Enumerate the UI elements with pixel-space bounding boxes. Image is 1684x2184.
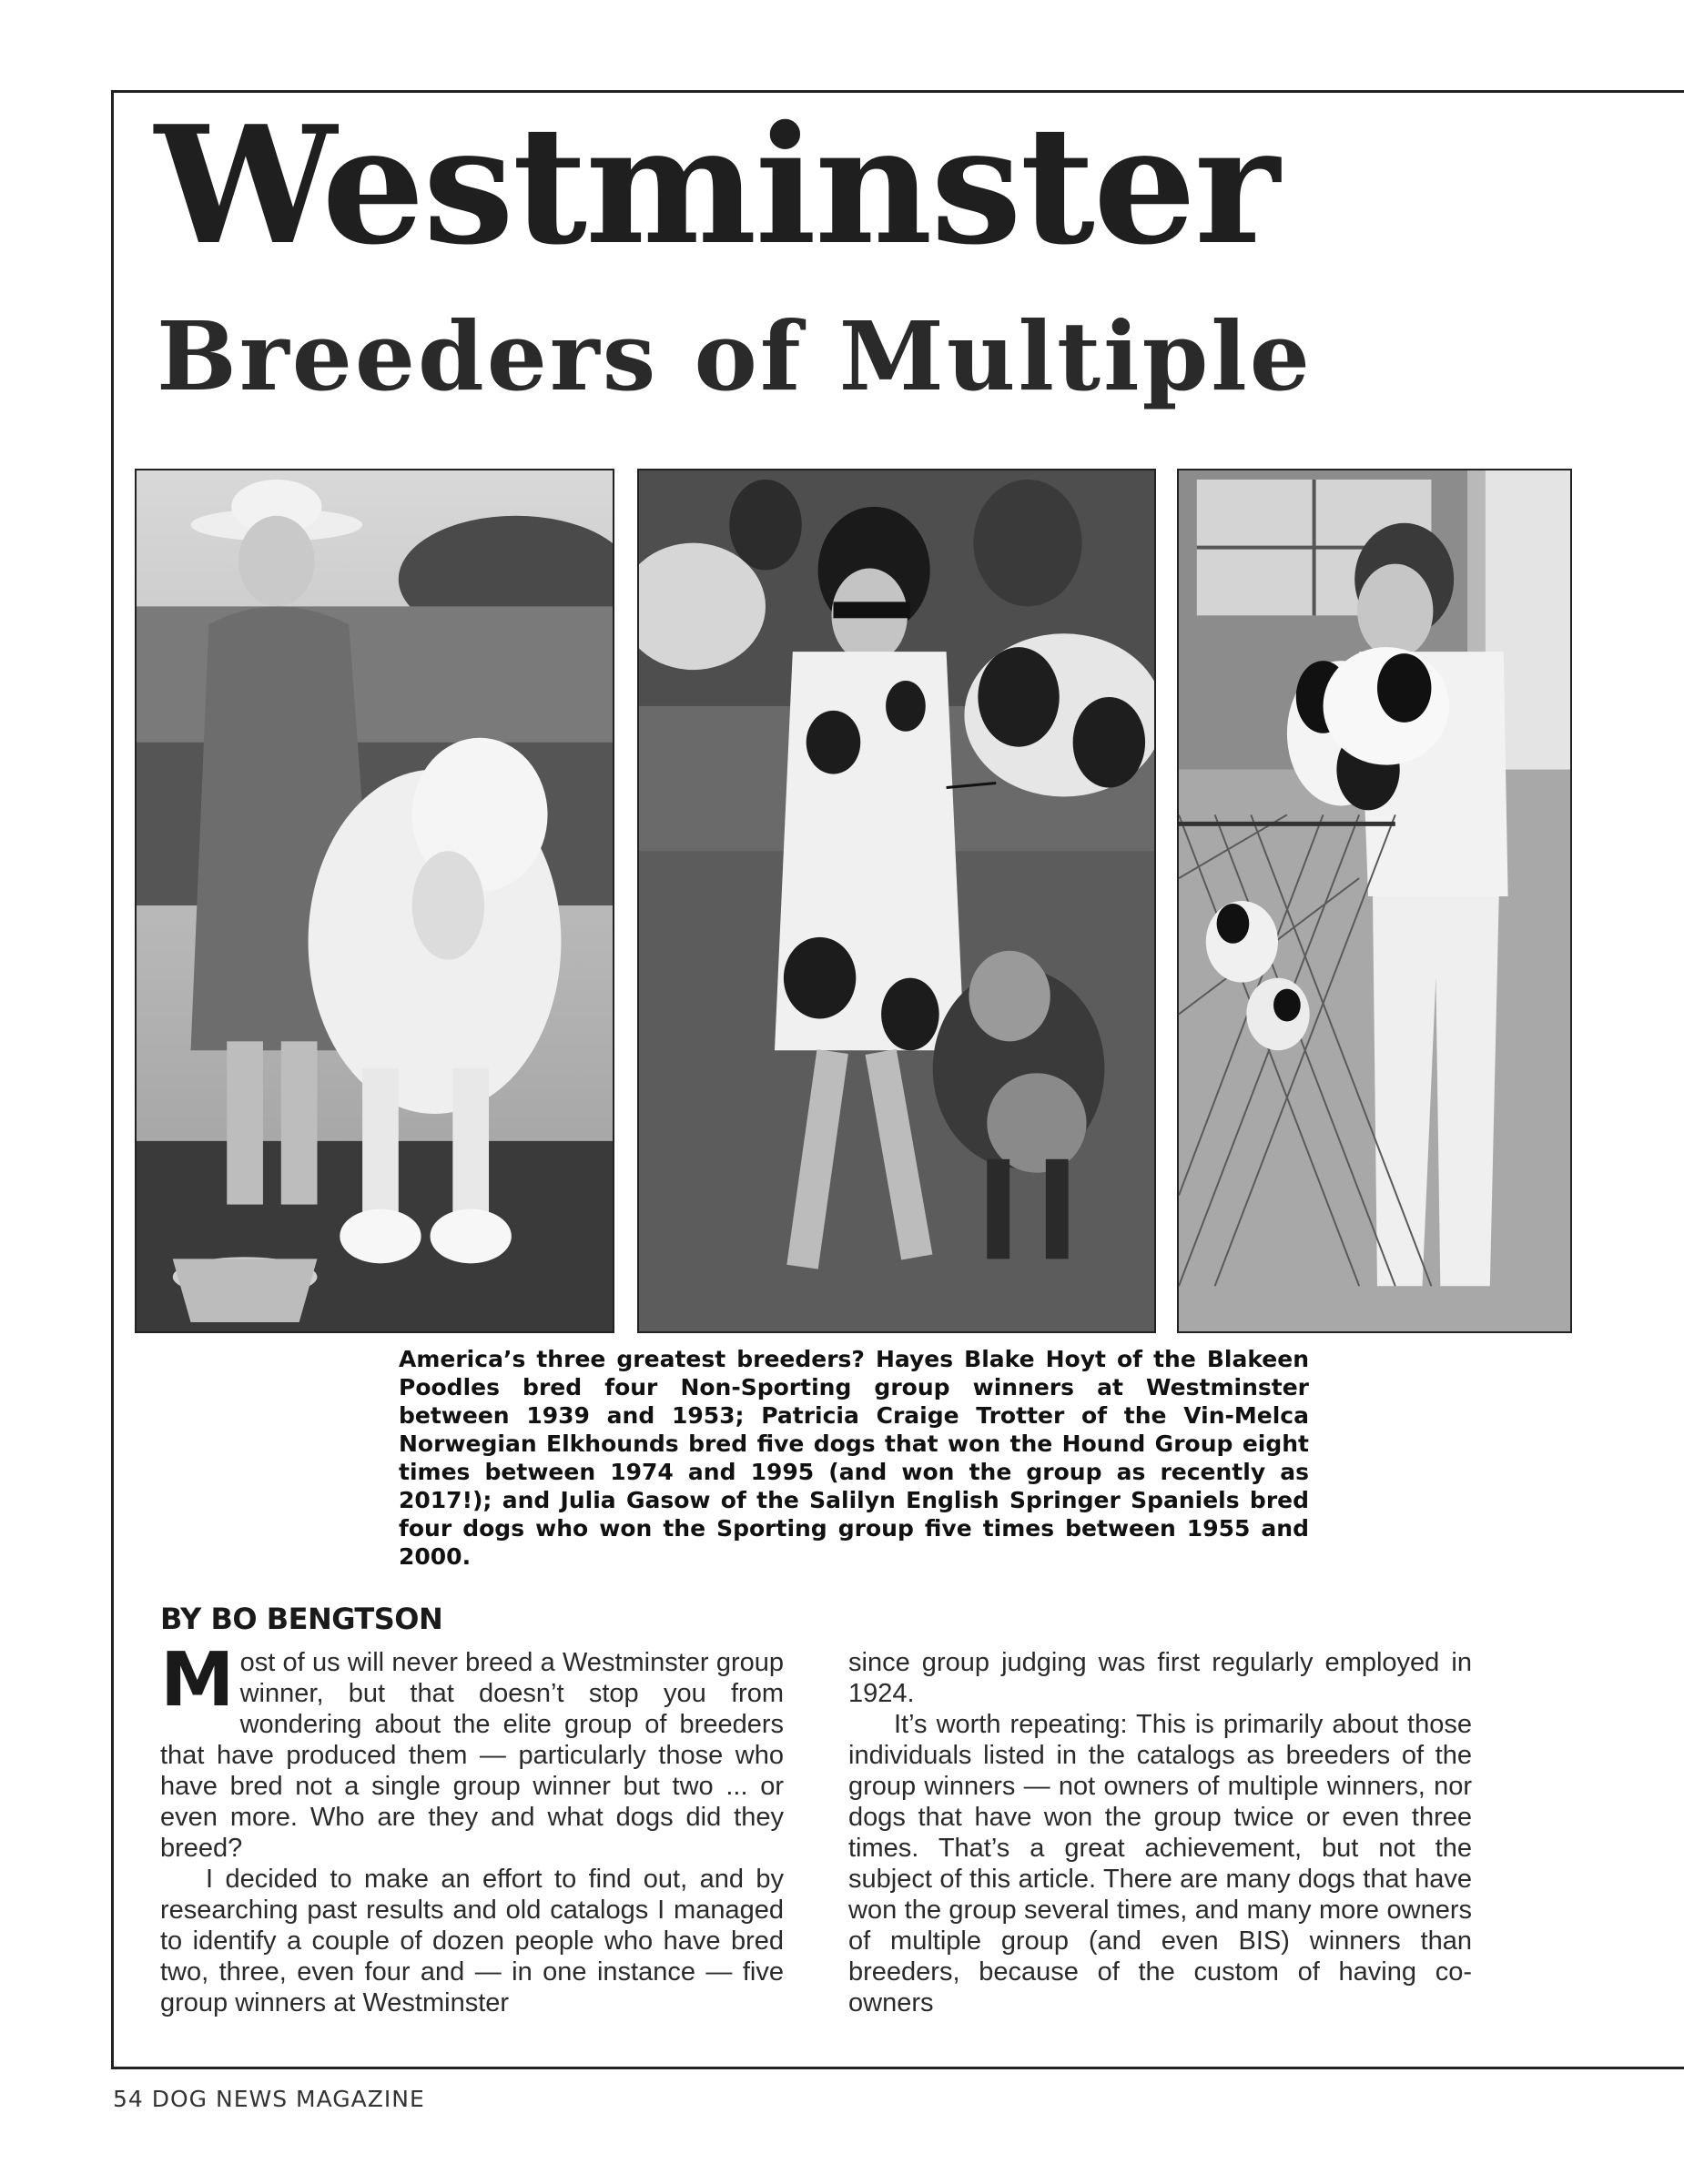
poodle-photo-icon — [137, 470, 613, 1331]
paragraph: since group judging was first regularly employed in 1924. — [848, 1648, 1472, 1708]
article-column-left — [160, 1637, 784, 2018]
paragraph-text: ost of us will never breed a Westminster group winner, but that doesn’t stop you from wondering about the elite group of breeders that have produced them — particularly those who have bred not a single group winner but two ... or even more. Who are they and what dogs did they breed? — [160, 1648, 784, 1863]
elkhound-photo-icon — [639, 470, 1154, 1331]
article-title: Westminster — [155, 90, 1278, 280]
photo-caption: America’s three greatest breeders? Hayes Blake Hoyt of the Blakeen Poodles bred four Non-Sporting group winners at Westminster between 1939 and 1953; Patricia Craige Trotter of the Vin-Melca Norwegian Elkhounds bred five dogs that won the Hound Group eight times between 1974 and 1995 (and won the group as recently as 2017!); and Julia Gasow of the Salilyn English Springer Spaniels bred four dogs who won the Sporting group five times between 1955 and 2000. — [399, 1346, 1309, 1570]
photo-woman-running-with-norwegian-elkhound — [637, 469, 1156, 1333]
byline: BY BO BENGTSON — [160, 1602, 443, 1636]
article-subtitle: Breeders of Multiple — [157, 300, 1313, 412]
paragraph: It’s worth repeating: This is primarily about those individuals listed in the catalogs as breeders of the group winners — not owners of multiple winners, nor dogs that have won the group twice or even three times. That’s a great achievement, but not the subject of this article. There are many dogs that have won the group several times, and many more owners of multiple group (and even BIS) winners than breeders, because of the custom of having co-owners — [848, 1710, 1472, 2017]
paragraph — [160, 1637, 784, 1864]
springer-photo-icon — [1179, 470, 1570, 1331]
article-column-right — [848, 1647, 1472, 2018]
page-footer: 54 DOG NEWS MAGAZINE — [113, 2086, 425, 2112]
photo-woman-with-standard-poodle — [135, 469, 614, 1333]
paragraph: I decided to make an effort to find out, and by researching past results and old catalogs I managed to identify a couple of dozen people who have bred two, three, even four and — in one instance — five group winners at Westminster — [160, 1865, 784, 2017]
drop-cap: M — [160, 1637, 235, 1724]
photo-woman-with-springer-spaniel-puppies — [1177, 469, 1572, 1333]
